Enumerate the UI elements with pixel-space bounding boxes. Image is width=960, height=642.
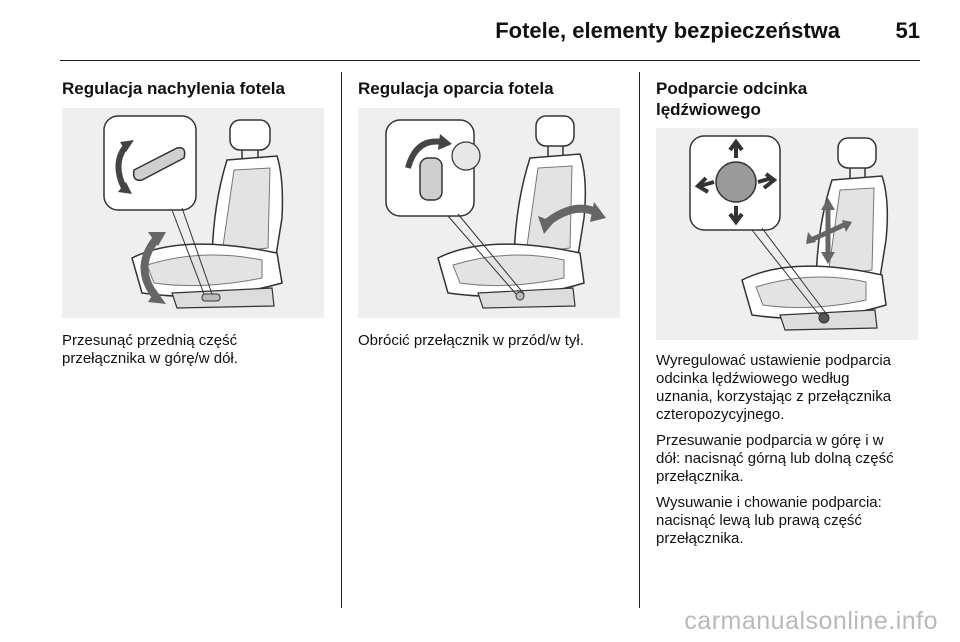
section-title-line: Podparcie odcinka: [656, 79, 808, 98]
paragraph: [358, 332, 628, 350]
page-header-title: Fotele, elementy bezpieczeństwa: [495, 18, 840, 43]
lumbar-description: [656, 352, 934, 556]
lumbar-support-illustration: [656, 128, 918, 340]
text-line: Wyregulować ustawienie podparcia: [656, 352, 891, 369]
text-line: Przesuwanie podparcia w górę i w: [656, 432, 884, 449]
text-line: przełącznika.: [656, 530, 744, 547]
section-title-line: Regulacja oparcia fotela: [358, 79, 554, 98]
paragraph: [656, 432, 934, 486]
section-title-line: lędźwiowego: [656, 100, 761, 119]
watermark: carmanualsonline.info: [684, 607, 938, 635]
page-number: 51: [895, 18, 920, 43]
text-line: uznania, korzystając z przełącznika: [656, 388, 892, 405]
header-divider: [60, 60, 920, 61]
text-line: odcinka lędźwiowego według: [656, 370, 850, 387]
seat-tilt-illustration: [62, 108, 324, 318]
text-line: nacisnąć lewą lub prawą część: [656, 512, 862, 529]
section-title-line: Regulacja nachylenia fotela: [62, 79, 285, 98]
backrest-description: [358, 332, 628, 358]
text-line: Wysuwanie i chowanie podparcia:: [656, 494, 882, 511]
text-line: przełącznika.: [656, 468, 744, 485]
paragraph: [656, 494, 934, 548]
seat-backrest-illustration: [358, 108, 620, 318]
paragraph: [656, 352, 934, 424]
paragraph: [62, 332, 332, 368]
column-divider: [341, 72, 342, 608]
section-title-lumbar: [656, 78, 926, 120]
text-line: Obrócić przełącznik w przód/w tył.: [358, 332, 584, 349]
column-divider: [639, 72, 640, 608]
text-line: przełącznika w górę/w dół.: [62, 350, 238, 367]
text-line: czteropozycyjnego.: [656, 406, 785, 423]
section-title-backrest: [358, 78, 628, 99]
seat-tilt-description: [62, 332, 332, 376]
text-line: Przesunąć przednią część: [62, 332, 238, 349]
section-title-seat-tilt: [62, 78, 332, 99]
text-line: dół: nacisnąć górną lub dolną część: [656, 450, 894, 467]
